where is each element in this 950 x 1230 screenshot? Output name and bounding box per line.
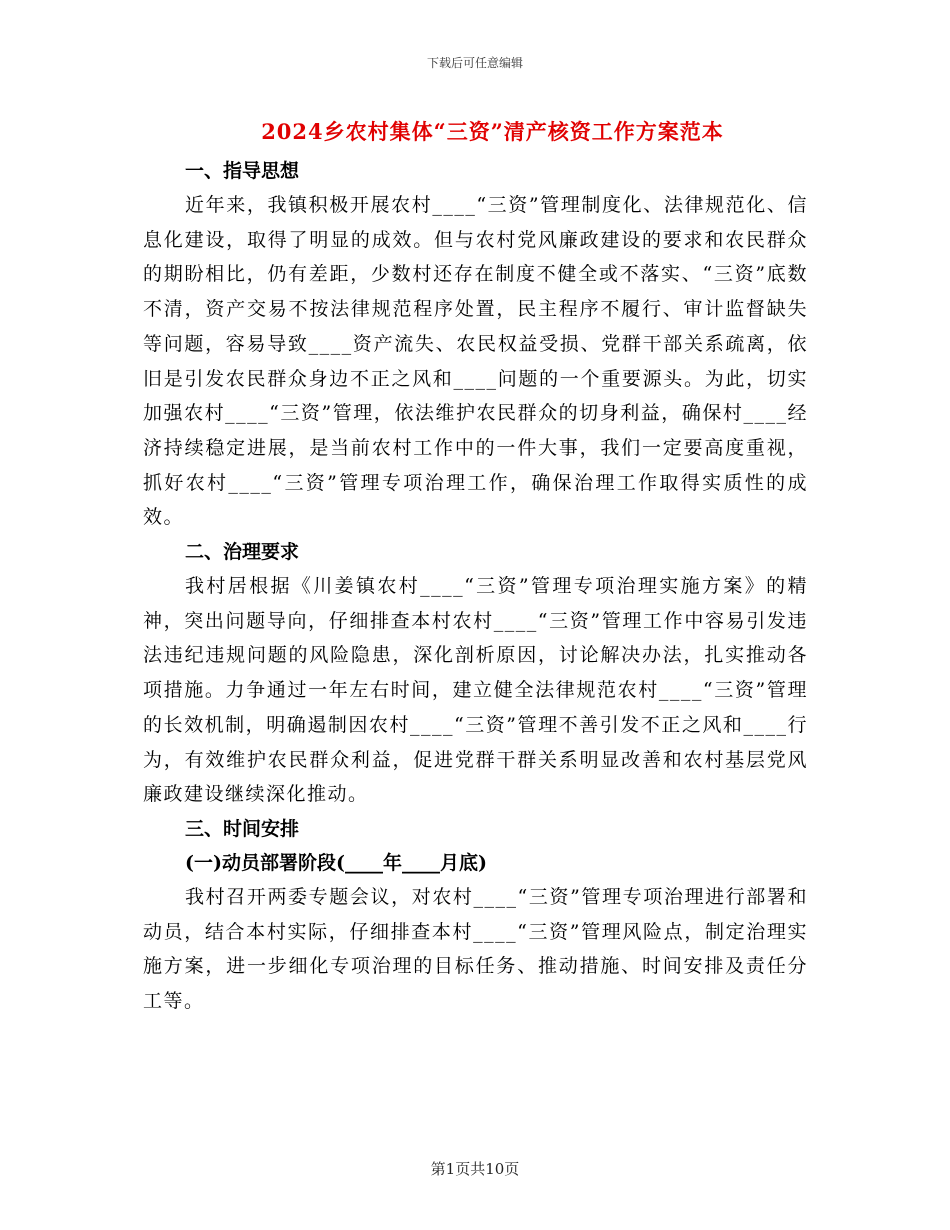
section-heading-guiding-ideology: 一、指导思想 [185, 160, 300, 182]
page-footer: 第1页共10页 [430, 1160, 520, 1178]
page-header: 下载后可任意编辑 [426, 56, 523, 70]
paragraph-governance-requirements: 我村居根据《川姜镇农村____“三资”管理专项治理实施方案》的精神，突出问题导向，仔细排查本村农村____“三资”管理工作中容易引发违法违纪违规问题的风险隐患，深化剖析原因，讨论解决办法，扎实推动各项措施。力争通过一年左右时间，建立健全法律规范农村____“三资”管理的长效机制，明确遏制因农村____“三资”管理不善引发不正之风和____行为，有效维护农民群众利益，促进党群干群关系明显改善和农村基层党风廉政建设继续深化推动。 [143, 575, 808, 806]
document-body [143, 154, 808, 1019]
section-heading-governance-requirements: 二、治理要求 [185, 541, 300, 564]
document-title: 2024乡农村集体“三资”清产核资工作方案范本 [261, 119, 724, 144]
paragraph-guiding-ideology: 近年来，我镇积极开展农村____“三资”管理制度化、法律规范化、信息化建设，取得了明显的成效。但与农村党风廉政建设的要求和农民群众的期盼相比，仍有差距，少数村还存在制度不健全或不落实、“三资”底数不清，资产交易不按法律规范程序处置，民主程序不履行、审计监督缺失等问题，容易导致____资产流失、农民权益受损、党群干部关系疏离，依旧是引发农民群众身边不正之风和____问题的一个重要源头。为此，切实加强农村____“三资”管理，依法维护农民群众的切身利益，确保村____经济持续稳定进展，是当前农村工作中的一件大事，我们一定要高度重视，抓好农村____“三资”管理专项治理工作，确保治理工作取得实质性的成效。 [143, 194, 808, 529]
paragraph-mobilization: 我村召开两委专题会议，对农村____“三资”管理专项治理进行部署和动员，结合本村实际，仔细排查本村____“三资”管理风险点，制定治理实施方案，进一步细化专项治理的目标任务、推动措施、时间安排及责任分工等。 [143, 885, 808, 1013]
subsection-heading-mobilization: (一)动员部署阶段(____年____月底) [185, 851, 487, 874]
section-heading-schedule: 三、时间安排 [185, 817, 300, 840]
